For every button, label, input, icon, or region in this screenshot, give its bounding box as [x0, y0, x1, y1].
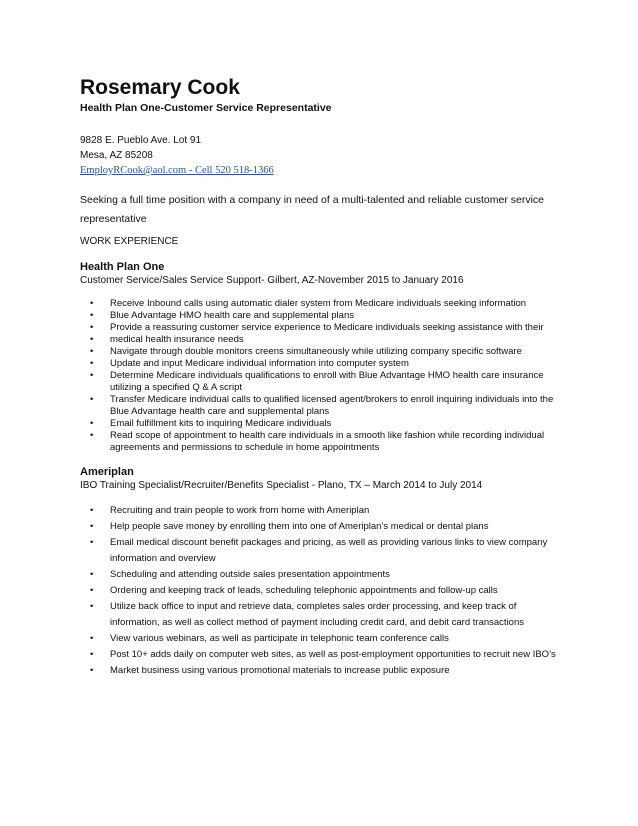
- contact-separator: -: [186, 165, 195, 176]
- job-role: Customer Service/Sales Service Support- Gilbert, AZ-November 2015 to January 2016: [80, 275, 464, 286]
- duty-item: • Help people save money by enrolling them into one of Ameriplan’s medical or dental plans: [80, 519, 560, 535]
- duty-item: • medical health insurance needs: [80, 334, 560, 346]
- work-experience-heading: WORK EXPERIENCE: [80, 236, 179, 247]
- phone-number: Cell 520 518-1366: [194, 165, 274, 176]
- duty-item: • Scheduling and attending outside sales presentation appointments: [80, 567, 560, 583]
- duty-item: • Email fulfillment kits to inquiring Medicare individuals: [80, 418, 560, 430]
- resume-content: [80, 76, 560, 679]
- duty-item: • Receive Inbound calls using automatic dialer system from Medicare individuals seeking information: [80, 298, 560, 310]
- duty-item: • Post 10+ adds daily on computer web sites, as well as post-employment opportunities to recruit new IBO’s: [80, 647, 560, 663]
- email-link[interactable]: EmployRCook@aol.com: [80, 165, 187, 176]
- candidate-subtitle: Health Plan One-Customer Service Representative: [80, 102, 332, 114]
- job-duties-list: [80, 503, 560, 679]
- duty-item: • Ordering and keeping track of leads, scheduling telephonic appointments and follow-up calls: [80, 583, 560, 599]
- duty-item: • Market business using various promotional materials to increase public exposure: [80, 663, 560, 679]
- job-duties-list: [80, 298, 560, 454]
- duty-item: • Update and input Medicare individual information into computer system: [80, 358, 560, 370]
- contact-line: [80, 163, 560, 178]
- duty-item: • Read scope of appointment to health care individuals in a smooth like fashion while recording individual agreements and permissions to schedule in home appointments: [80, 430, 560, 454]
- duty-item: • Recruiting and train people to work from home with Ameriplan: [80, 503, 560, 519]
- duty-item: • Determine Medicare individuals qualifications to enroll with Blue Advantage HMO health care insurance utilizing a specified Q & A script: [80, 370, 560, 394]
- address-line-1: 9828 E. Pueblo Ave. Lot 91: [80, 135, 202, 146]
- objective-statement: Seeking a full time position with a company in need of a multi-talented and reliable customer service representative: [80, 194, 544, 225]
- candidate-name: Rosemary Cook: [80, 76, 240, 99]
- duty-item: • Utilize back office to input and retrieve data, completes sales order processing, and keep track of information, as well as collect method of payment including credit card, and debit card transactions: [80, 599, 560, 631]
- job-company: Ameriplan: [80, 466, 134, 478]
- duty-item: • Transfer Medicare individual calls to qualified licensed agent/brokers to enroll inquiring individuals into the Blue Advantage health care and supplemental plans: [80, 394, 560, 418]
- address-line-2: Mesa, AZ 85208: [80, 150, 153, 161]
- job-company: Health Plan One: [80, 261, 165, 273]
- duty-item: • Email medical discount benefit packages and pricing, as well as providing various links to view company information and overview: [80, 535, 560, 567]
- duty-item: • Blue Advantage HMO health care and supplemental plans: [80, 310, 560, 322]
- duty-item: • Navigate through double monitors creens simultaneously while utilizing company specific software: [80, 346, 560, 358]
- duty-item: • View various webinars, as well as participate in telephonic team conference calls: [80, 631, 560, 647]
- job-role: IBO Training Specialist/Recruiter/Benefits Specialist - Plano, TX – March 2014 to July 2014: [80, 480, 483, 491]
- duty-item: • Provide a reassuring customer service experience to Medicare individuals seeking assistance with their: [80, 322, 560, 334]
